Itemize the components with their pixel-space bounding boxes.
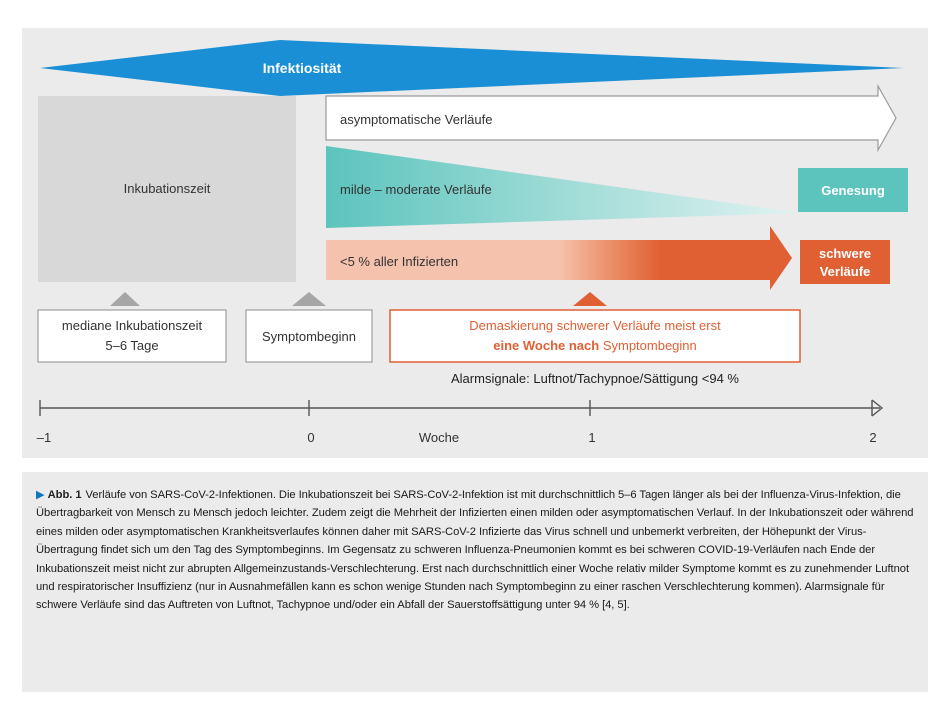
infectivity-label: Infektiosität [262,60,342,76]
severe-label-line2: Verläufe [819,264,871,279]
unmasking-line2-bold: eine Woche nach [493,338,600,353]
incubation-label: Inkubationszeit [123,181,211,196]
tick-label-1: 1 [588,430,596,445]
caption-panel [22,472,928,692]
alarm-signals: Alarmsignale: Luftnot/Tachypnoe/Sättigung <94 % [451,371,739,386]
caption-figure-label: Abb. 1 [47,489,82,501]
figure-panel [22,28,928,458]
pointer-incubation [110,292,140,306]
infected-share-label: <5 % aller Infizierten [340,254,459,269]
severe-label-line1: schwere [818,246,872,261]
median-incubation-line2: 5–6 Tage [105,338,159,353]
symptom-onset-label: Symptombeginn [262,329,356,344]
pointer-symptom-onset [292,292,326,306]
unmasking-line1: Demaskierung schwerer Verläufe meist erst [469,318,721,333]
mild-moderate-label: milde – moderate Verläufe [340,182,492,197]
unmasking-line2 [493,338,697,353]
caption-marker-icon: ▶ [36,489,45,501]
median-incubation-line1: mediane Inkubationszeit [61,318,203,333]
infectivity-arrow [40,40,904,96]
unmasking-line2-rest: Symptombeginn [599,338,697,353]
pointer-unmasking [573,292,607,306]
caption-text: Verläufe von SARS-CoV-2-Infektionen. Die Inkubationszeit bei SARS-CoV-2-Infektion ist mit durchschnittlich 5–6 Tagen länger als bei der Influenza-Virus-Infektion, die Übertragbarkeit von Mensch zu Mensch jedoch leichter. Zudem zeigt die Mehrheit der Infizierten einen milden oder asymptomatischen Verlauf. In der Inkubationszeit oder während eines milden oder asymptomatischen Krankheitsverlaufes können daher mit SARS-CoV-2 Infizierte das Virus schnell und unbemerkt verbreiten, der Höhepunkt der Virus-Übertragung findet sich um den Tag des Symptombeginns. Im Gegensatz zu schweren Influenza-Pneumonien kommt es bei schweren COVID-19-Verläufen nach Ende der Inkubationszeit meist nicht zur abrupten Allgemeinzustands-Verschlechterung. Erst nach durchschnittlich einer Woche relativ milder Symptome kommt es zu zunehmender Luftnot und respiratorischer Insuffizienz (nur in Ausnahmefällen kann es schon wenige Stunden nach Symptombeginn zu einer raschen Verschlechterung kommen). Alarmsignale für schwere Verläufe sind das Auftreten von Luftnot, Tachypnoe und/oder ein Abfall der Sauerstoffsättigung unter 94 % [4, 5]. [36,489,914,612]
asymptomatic-label: asymptomatische Verläufe [340,112,493,127]
course-diagram [22,28,928,458]
axis-label-week: Woche [418,430,460,445]
tick-label-2: 2 [869,430,877,445]
recovery-label: Genesung [821,183,885,198]
tick-label-0: 0 [307,430,315,445]
figure-caption [36,486,914,615]
tick-label-minus1: –1 [36,430,52,445]
